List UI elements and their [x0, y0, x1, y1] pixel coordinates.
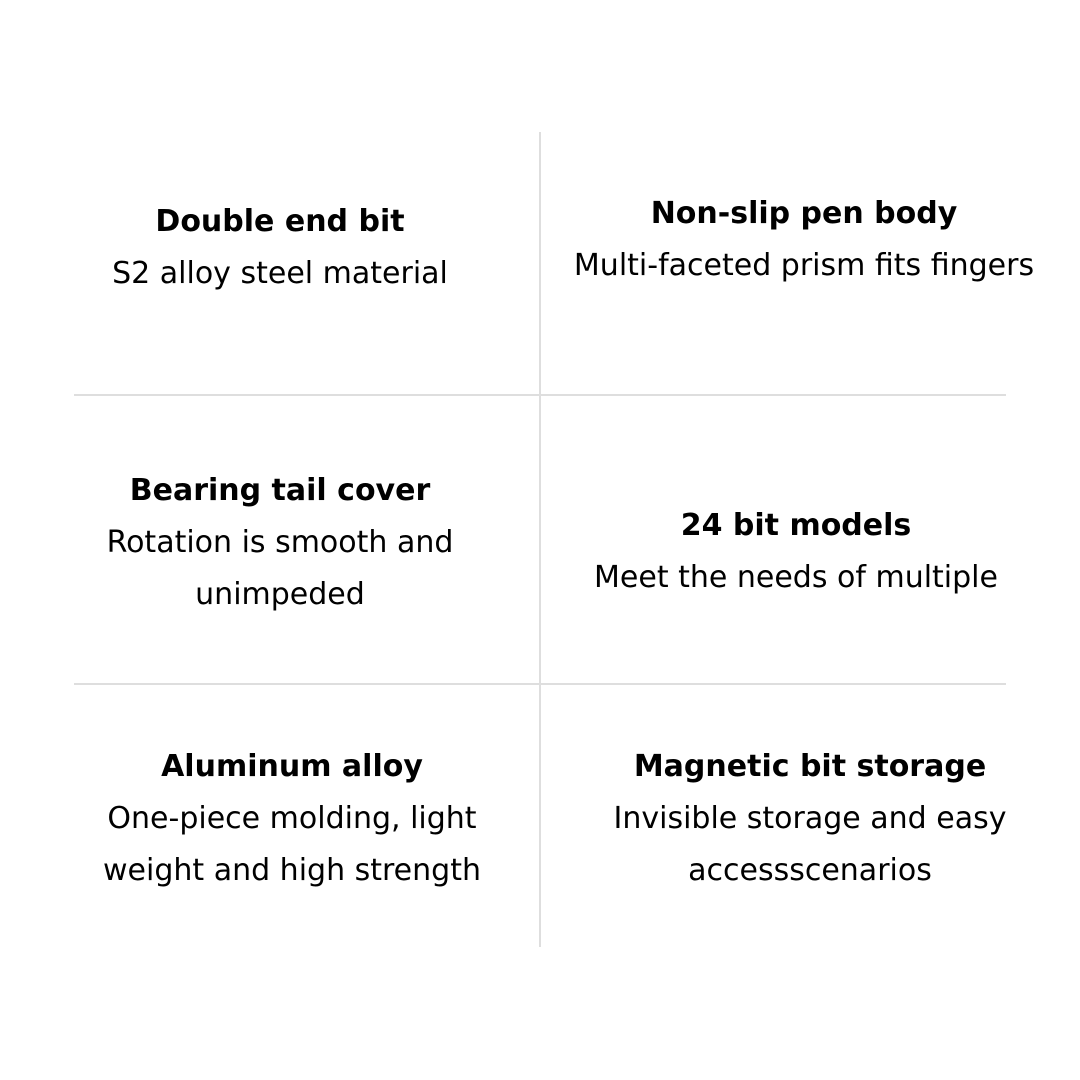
feature-description: Invisible storage and easy accessscenarios [613, 801, 1007, 888]
feature-description: Meet the needs of multiple [594, 560, 998, 595]
horizontal-divider-bottom [74, 683, 1006, 685]
vertical-divider [539, 132, 541, 947]
feature-aluminum-alloy [74, 741, 510, 897]
feature-24-bit-models [560, 500, 1032, 604]
feature-bearing-tail-cover [74, 465, 486, 621]
feature-description: One-piece molding, light weight and high strength [103, 801, 481, 888]
horizontal-divider-top [74, 394, 1006, 396]
feature-title: Bearing tail cover [129, 473, 431, 508]
feature-title: Non-slip pen body [650, 196, 958, 231]
feature-description: S2 alloy steel material [112, 256, 448, 291]
feature-title: Aluminum alloy [161, 749, 423, 784]
feature-title: 24 bit models [680, 508, 912, 543]
feature-double-end-bit [74, 196, 486, 300]
feature-description: Multi-faceted prism fits fingers [573, 248, 1035, 283]
feature-non-slip-pen-body [560, 188, 1048, 292]
feature-title: Magnetic bit storage [633, 749, 987, 784]
feature-title: Double end bit [155, 204, 405, 239]
feature-description: Rotation is smooth and unimpeded [106, 525, 454, 612]
feature-magnetic-bit-storage [580, 741, 1040, 897]
